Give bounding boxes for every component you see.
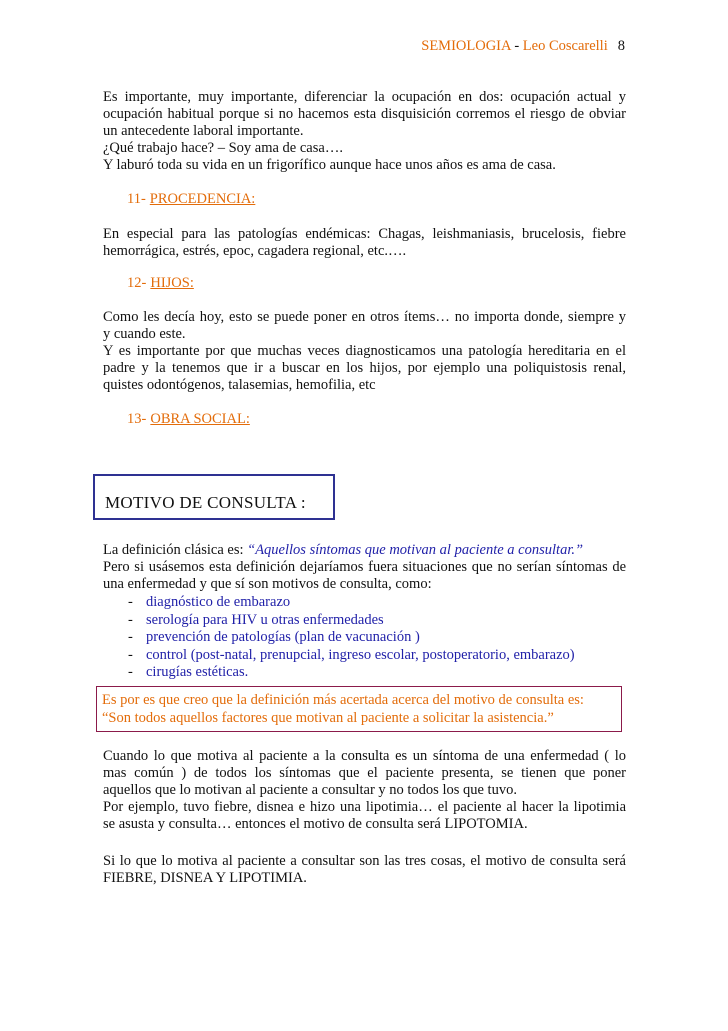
list-item xyxy=(128,647,575,665)
text-line: Y es importante por que muchas veces diagnosticamos una patología hereditaria en el xyxy=(103,343,626,359)
list-item xyxy=(128,664,575,682)
list-item-text: cirugías estéticas. xyxy=(146,664,249,680)
intro-paragraph xyxy=(103,89,626,174)
text-line: y cuando este. xyxy=(103,326,186,342)
procedencia-paragraph xyxy=(103,226,626,260)
list-item-text: control (post-natal, prenupcial, ingreso escolar, postoperatorio, embarazo) xyxy=(146,646,575,663)
text-line: hemorrágica, estrés, epoc, cagadera regional, etc.…. xyxy=(103,243,407,259)
text-line: una enfermedad y que sí son motivos de consulta, como: xyxy=(103,576,432,592)
text-line: ¿Qué trabajo hace? – Soy ama de casa…. xyxy=(103,140,343,156)
motivo-conclusion-paragraph xyxy=(103,853,626,887)
definition-box-line: Es por es que creo que la definición más acertada acerca del motivo de consulta es: xyxy=(102,692,584,708)
section-number: 13- xyxy=(127,411,147,427)
section-heading-obra-social xyxy=(127,411,250,428)
text-line: se asusta y consulta… entonces el motivo de consulta será LIPOTOMIA. xyxy=(103,816,528,832)
header-separator: - xyxy=(510,38,523,54)
section-title: HIJOS: xyxy=(150,275,194,291)
motivo-paragraph xyxy=(103,748,626,833)
motivo-heading: MOTIVO DE CONSULTA : xyxy=(105,493,306,512)
text-line: Cuando lo que motiva al paciente a la consulta es un síntoma de una enfermedad ( lo xyxy=(103,748,626,764)
text-line: Si lo que lo motiva al paciente a consultar son las tres cosas, el motivo de consulta será xyxy=(103,853,626,869)
definition-box-quote: “Son todos aquellos factores que motivan al paciente a solicitar la asistencia.” xyxy=(102,710,554,726)
text-line: quistes odontógenos, talasemias, hemofilia, etc xyxy=(103,377,376,393)
list-item-text: serología para HIV u otras enfermedades xyxy=(146,611,384,628)
page-header xyxy=(421,38,625,55)
section-heading-procedencia xyxy=(127,191,255,208)
hijos-paragraph xyxy=(103,309,626,394)
text-line: ocupación habitual porque si no hacemos esta disquisición corremos el riesgo de obviar xyxy=(103,106,626,122)
section-number: 11- xyxy=(127,191,146,207)
list-dash: - xyxy=(128,629,133,645)
section-title: OBRA SOCIAL: xyxy=(150,411,250,427)
page-number: 8 xyxy=(617,38,625,54)
text-line: padre y la tenemos que ir a buscar en los hijos, por ejemplo una poliquistosis renal, xyxy=(103,360,626,376)
text-line: un antecedente laboral importante. xyxy=(103,123,304,139)
motivo-heading-box xyxy=(93,474,335,520)
list-dash: - xyxy=(128,664,133,680)
header-author: Leo Coscarelli xyxy=(522,38,608,54)
motivo-definition-paragraph xyxy=(103,542,626,593)
list-dash: - xyxy=(128,594,133,610)
list-item xyxy=(128,612,575,630)
section-heading-hijos xyxy=(127,275,194,292)
list-item-text: prevención de patologías (plan de vacunación ) xyxy=(146,629,420,645)
text-line: Pero si usásemos esta definición dejaríamos fuera situaciones que no serían síntomas de xyxy=(103,559,626,575)
text-line: Es importante, muy importante, diferenciar la ocupación en dos: ocupación actual y xyxy=(103,89,626,105)
list-item-text: diagnóstico de embarazo xyxy=(146,594,291,610)
definition-line xyxy=(103,542,626,559)
text-line: Como les decía hoy, esto se puede poner en otros ítems… no importa donde, siempre y xyxy=(103,309,626,325)
text-line: Y laburó toda su vida en un frigorífico aunque hace unos años es ama de casa. xyxy=(103,157,556,173)
text-line: Por ejemplo, tuvo fiebre, disnea e hizo una lipotimia… el paciente al hacer la lipotimia xyxy=(103,799,626,815)
list-dash: - xyxy=(128,646,133,663)
motivo-list xyxy=(128,594,575,682)
list-dash: - xyxy=(128,611,133,628)
list-item xyxy=(128,629,575,647)
header-title: SEMIOLOGIA xyxy=(421,38,511,54)
text-line: mas común ) de todos los síntomas que el paciente presenta, se tienen que poner xyxy=(103,765,626,781)
section-number: 12- xyxy=(127,275,147,291)
list-item xyxy=(128,594,575,612)
text-line: En especial para las patologías endémicas: Chagas, leishmaniasis, brucelosis, fiebre xyxy=(103,226,626,242)
definition-prefix: La definición clásica es: xyxy=(103,542,248,558)
definition-quote: “Aquellos síntomas que motivan al paciente a consultar.” xyxy=(247,542,584,558)
definition-box xyxy=(96,686,622,732)
text-line: FIEBRE, DISNEA Y LIPOTIMIA. xyxy=(103,870,307,886)
section-title: PROCEDENCIA: xyxy=(149,191,256,207)
text-line: aquellos que lo motivan al paciente a consultar y no todos los que tuvo. xyxy=(103,782,517,798)
